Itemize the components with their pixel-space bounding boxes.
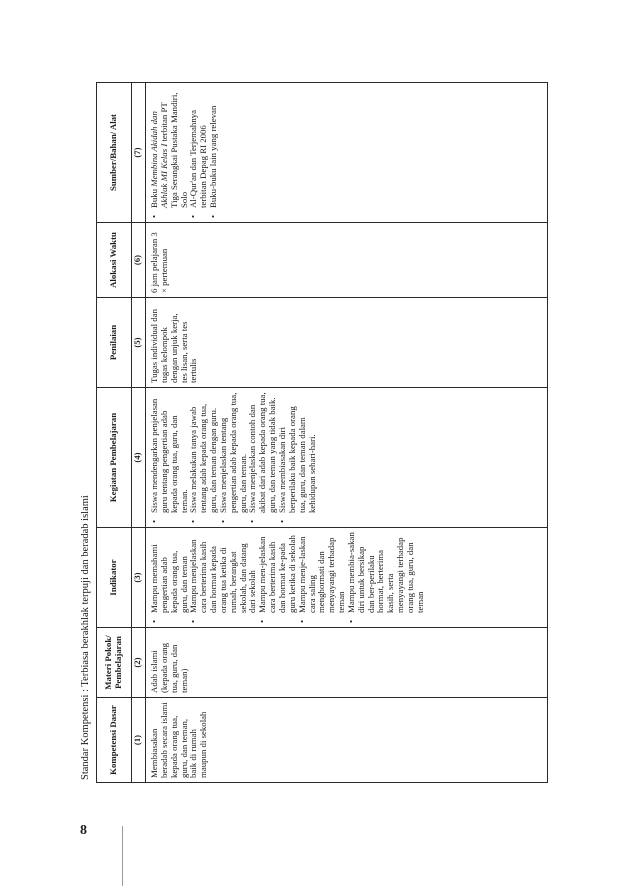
header-kompetensi-dasar: Kompetensi Dasar [97,698,132,783]
column-number-row [132,83,146,783]
page-number: 8 [80,823,87,838]
cell-indikator [146,528,548,628]
column-number: (5) [132,298,146,388]
cell-kompetensi-dasar: Membiasakan beradab secara islami kepada orang tua, guru, dan teman, baik di rumah maupun di sekolah [146,698,548,783]
book-title: Membina Akidah dan Akhlak MI Kelas I [149,111,169,208]
column-number: (3) [132,528,146,628]
column-number: (1) [132,698,146,783]
list-item: • Siswa menjelaskan tentang pengertian adab kepada orang tua, guru, dan teman. [219,392,249,523]
list-item: • Mampu men-jelaskan cara berterima kasih dan hormat ke-pada guru ketika di sekolah [258,532,297,623]
sumber-text: Buku [149,186,159,208]
cell-sumber [146,83,548,223]
sumber-text: Buku-buku lain yang relevan [208,105,219,208]
cell-materi-pokok: Adab islami (kepada orang tua, guru, dan teman) [146,628,548,698]
header-materi-pokok: Materi Pokok/ Pembelajaran [97,628,132,698]
list-item: • Siswa mendengarkan penjelasan guru tentang pengertian adab kepada orang tua, guru, dan teman. [150,392,189,523]
column-number: (4) [132,388,146,528]
list-item: • Mampu menje-laskan cara saling menghormati dan menyayangi terhadap teman [298,532,347,623]
rotated-landscape-content [78,83,558,783]
sumber-list [150,87,219,218]
header-penilaian: Penilaian [97,298,132,388]
silabus-table [96,82,548,783]
sumber-text: terbitan PT Tiga Serangkai Pustaka Mandiri, Solo [158,92,189,208]
column-number: (7) [132,83,146,223]
column-number: (6) [132,223,146,298]
list-item: • Mampu membia-sakan diri untuk bersikap dan ber-perilaku hormat, berterima kasih, serta menyayangi terhadap orang tua, guru, dan teman [347,532,426,623]
header-sumber: Sumber/Bahan/ Alat [97,83,132,223]
kegiatan-list [150,392,317,523]
cell-penilaian: Tugas individual dan tugas kelompok dengan unjuk kerja, tes lisan, serta tes tertulis [146,298,548,388]
column-number: (2) [132,628,146,698]
header-kegiatan: Kegiatan Pembelajaran [97,388,132,528]
list-item: • Mampu memahami pengertian adab kepada orang tua, guru, dan teman [150,532,189,623]
sumber-text: Al-Qur'an dan Terjemahnya terbitan Depag RI 2006 [188,109,209,208]
table-row [146,83,548,783]
header-row [97,83,132,783]
list-item: • Siswa membiasakan diri berperilaku baik kepada orang tua, guru, dan teman dalam kehidupan sehari-hari. [278,392,317,523]
standar-kompetensi-title: Standar Kompetensi : Terbiasa berakhlak terpuji dan beradab islami [80,495,91,780]
list-item: • Mampu menjelaskan cara berterima kasih dan hormat kepada orang tua ketika di rumah, berangkat sekolah, dan datang dari sekolah [189,532,258,623]
header-indikator: Indikator [97,528,132,628]
list-item [150,87,189,218]
list-item [209,87,219,218]
cell-kegiatan [146,388,548,528]
list-item [189,87,209,218]
header-alokasi-waktu: Alokasi Waktu [97,223,132,298]
list-item: • Siswa menjelaskan contoh dan akibat dari adab kepada orang tua, guru, dan teman yang tidak baik. [248,392,278,523]
cell-alokasi-waktu: 6 jam pelajaran 3 × pertemuan [146,223,548,298]
margin-rule [122,826,123,886]
indikator-list [150,532,426,623]
list-item: • Siswa melakukan tanya jawab tentang adab kepada orang tua, guru, dan teman dengan guru. [189,392,219,523]
